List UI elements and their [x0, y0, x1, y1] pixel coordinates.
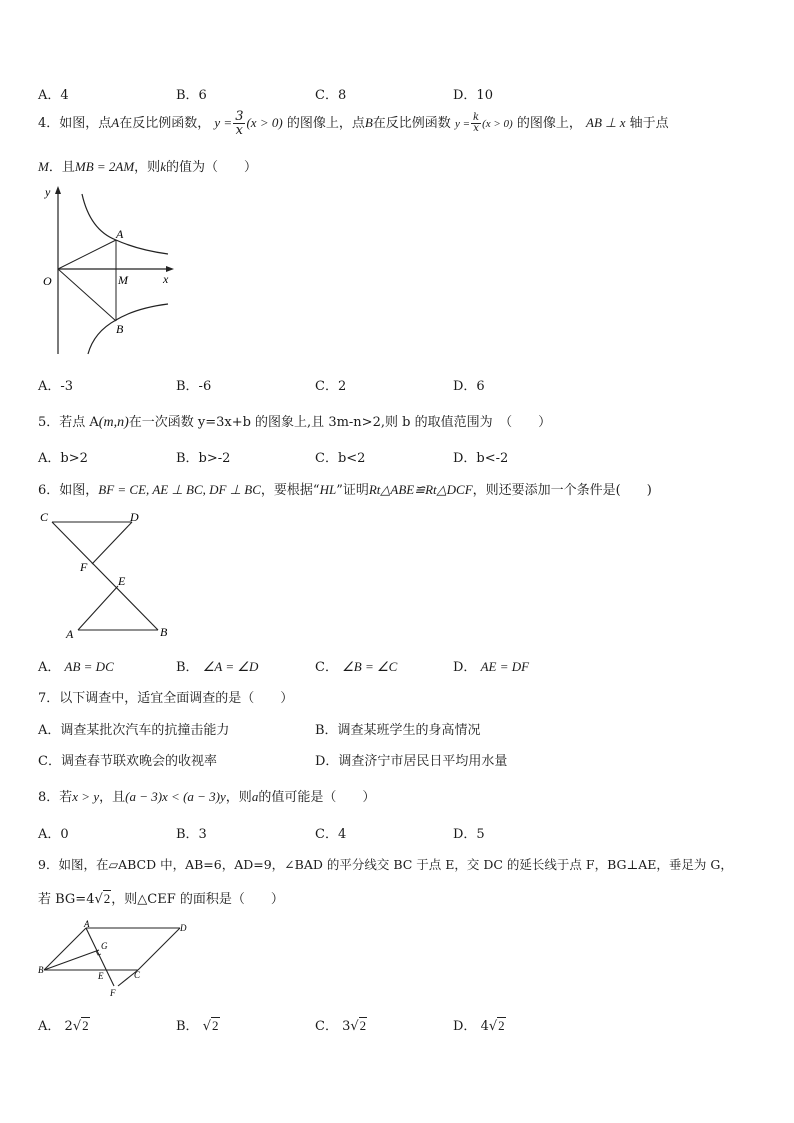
q7-option-d: D．调查济宁市居民日平均用水量 — [315, 754, 508, 769]
q3-option-b: B．6 — [176, 88, 207, 103]
q6-option-d: D． AE = DF — [453, 659, 530, 675]
fig4-label-x: x — [163, 272, 169, 286]
q6-figure — [38, 506, 178, 644]
q9-option-d: D． 4√2 — [453, 1018, 505, 1034]
fig4-label-m: M — [118, 273, 128, 287]
q7-option-a: A．调查某批次汽车的抗撞击能力 — [38, 723, 230, 738]
fig9-label-d: D — [180, 923, 187, 933]
q4-stem-line2: M．且MB = 2AM，则k的值为（ ） — [38, 159, 257, 175]
q6-stem: 6．如图，BF = CE, AE ⊥ BC, DF ⊥ BC，要根据“HL”证明Rt△ABE≌Rt△DCF，则还要添加一个条件是( ) — [38, 482, 652, 498]
q5-stem: 5．若点 A(m,n)在一次函数 y=3x+b 的图象上,且 3m-n>2,则 b 的取值范围为 （ ） — [38, 415, 552, 430]
q4-option-c: C．2 — [315, 379, 347, 394]
q9-stem-line1: 9．如图，在▱ABCD 中，AB=6，AD=9，∠BAD 的平分线交 BC 于点 E，交 DC 的延长线于点 F，BG⊥AE，垂足为 G， — [38, 857, 733, 872]
fig4-label-y: y — [45, 185, 51, 199]
fig4-label-b: B — [116, 322, 124, 336]
q9-option-b: B． √2 — [176, 1018, 219, 1034]
q7-stem: 7．以下调查中，适宜全面调查的是（ ） — [38, 691, 294, 706]
q7-option-b: B．调查某班学生的身高情况 — [315, 723, 481, 738]
q8-stem: 8．若x > y，且(a − 3)x < (a − 3)y，则a的值可能是（ ） — [38, 789, 376, 805]
fig6-label-d: D — [130, 510, 139, 524]
fig4-label-a: A — [116, 227, 124, 241]
q3-option-c: C．8 — [315, 88, 347, 103]
fig9-label-c: C — [134, 970, 141, 980]
fig6-label-b: B — [160, 625, 168, 639]
q4-option-d: D．6 — [453, 379, 485, 394]
q9-option-c: C． 3√2 — [315, 1018, 367, 1034]
q5-option-a: A．b>2 — [38, 451, 88, 466]
fig6-label-f: F — [80, 560, 88, 574]
q5-option-c: C．b<2 — [315, 451, 366, 466]
fig9-label-e: E — [98, 971, 104, 981]
q4-stem-line1: 4．如图，点A在反比例函数， y = $\frac{3}{x}$ (x > 0) 的图像上，点B在反比例函数 y = $\frac{k}{x}$ (x > 0) 的图像上， AB ⊥ x 轴于点 — [38, 109, 669, 138]
q9-stem-line2: 若 BG=4√2，则△CEF 的面积是（ ） — [38, 891, 284, 907]
fig9-label-a: A — [84, 920, 90, 929]
q8-option-b: B．3 — [176, 827, 207, 842]
q4-option-b: B．-6 — [176, 379, 212, 394]
q8-option-d: D．5 — [453, 827, 485, 842]
fig4-label-o: O — [43, 274, 52, 288]
q5-option-d: D．b<-2 — [453, 451, 509, 466]
q8-option-a: A．0 — [38, 827, 69, 842]
q3-option-d: D．10 — [453, 88, 493, 103]
q4-option-a: A．-3 — [38, 379, 74, 394]
q4-figure — [38, 182, 178, 360]
q6-option-a: A． AB = DC — [38, 659, 114, 675]
q9-option-a: A． 2√2 — [38, 1018, 89, 1034]
q9-figure — [38, 920, 198, 1002]
q6-option-b: B． ∠A = ∠D — [176, 659, 259, 675]
fig9-label-g: G — [101, 941, 108, 951]
fig9-label-f: F — [110, 988, 116, 998]
fig6-label-c: C — [40, 510, 49, 524]
q3-option-a: A．4 — [38, 88, 69, 103]
fig6-label-e: E — [118, 574, 126, 588]
fig6-label-a: A — [66, 627, 74, 641]
q8-option-c: C．4 — [315, 827, 347, 842]
q6-option-c: C． ∠B = ∠C — [315, 659, 398, 675]
q7-option-c: C．调查春节联欢晚会的收视率 — [38, 754, 217, 769]
fig9-label-b: B — [38, 965, 44, 975]
q5-option-b: B．b>-2 — [176, 451, 231, 466]
